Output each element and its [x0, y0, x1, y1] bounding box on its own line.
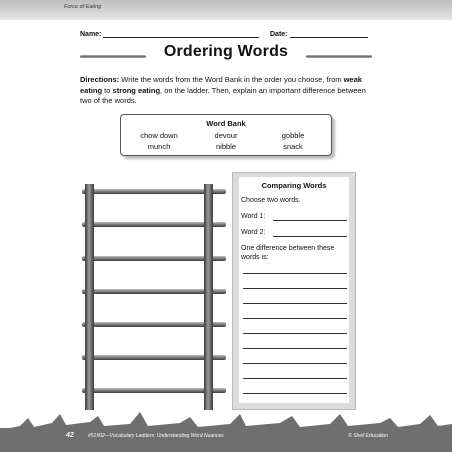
directions-part2: to — [102, 85, 113, 95]
page-number: 42 — [66, 432, 74, 439]
comparing-choose: Choose two words. — [241, 197, 301, 204]
word2-label: Word 2: — [241, 229, 266, 236]
answer-line[interactable] — [243, 273, 347, 274]
ladder-illustration — [80, 180, 226, 410]
ladder-right-rail — [204, 184, 213, 410]
footer-book-title: #51502—Vocabulary Ladders: Understanding Word Nuances — [88, 433, 224, 439]
directions-text — [80, 75, 375, 107]
top-band — [0, 0, 452, 20]
directions-lead: Directions: — [80, 75, 120, 84]
ladder-left-rail — [85, 184, 94, 410]
footer-publisher: © Shell Education — [348, 433, 388, 439]
directions-weak: weak eating — [80, 75, 362, 95]
word-bank — [120, 114, 332, 156]
word-bank-word: nibble — [215, 142, 237, 151]
answer-line[interactable] — [243, 303, 347, 304]
word-bank-word: devour — [214, 131, 238, 140]
difference-label-2: words is: — [241, 254, 269, 261]
answer-line[interactable] — [243, 348, 347, 349]
name-input-line[interactable] — [103, 31, 259, 38]
answer-line[interactable] — [243, 318, 347, 319]
word1-label: Word 1: — [241, 213, 266, 220]
directions-part1: Write the words from the Word Bank in the order you choose, from — [119, 75, 344, 84]
section-label: Force of Eating — [64, 4, 102, 10]
answer-line[interactable] — [243, 333, 347, 334]
answer-line[interactable] — [243, 393, 347, 394]
word2-line[interactable] — [273, 236, 347, 237]
name-field — [80, 31, 259, 38]
word-bank-word: munch — [147, 142, 171, 151]
word-bank-word: snack — [283, 142, 303, 151]
comparing-title: Comparing Words — [261, 181, 327, 190]
word-bank-word: gobble — [281, 131, 305, 140]
word1-line[interactable] — [273, 220, 347, 221]
word-bank-title: Word Bank — [206, 119, 246, 128]
date-input-line[interactable] — [290, 31, 368, 38]
directions-part3: , on the ladder. Then, explain an important difference between two of the words. — [80, 85, 366, 105]
difference-label-1: One difference between these — [241, 245, 335, 252]
answer-line[interactable] — [243, 378, 347, 379]
date-label: Date: — [270, 31, 288, 38]
page-title: Ordering Words — [163, 43, 289, 60]
word-bank-word: chow down — [140, 131, 178, 140]
answer-line[interactable] — [243, 363, 347, 364]
answer-line[interactable] — [243, 288, 347, 289]
name-label: Name: — [80, 31, 102, 38]
comparing-words-panel — [232, 172, 356, 410]
date-field — [270, 31, 368, 38]
directions-strong: strong eating — [112, 85, 161, 95]
